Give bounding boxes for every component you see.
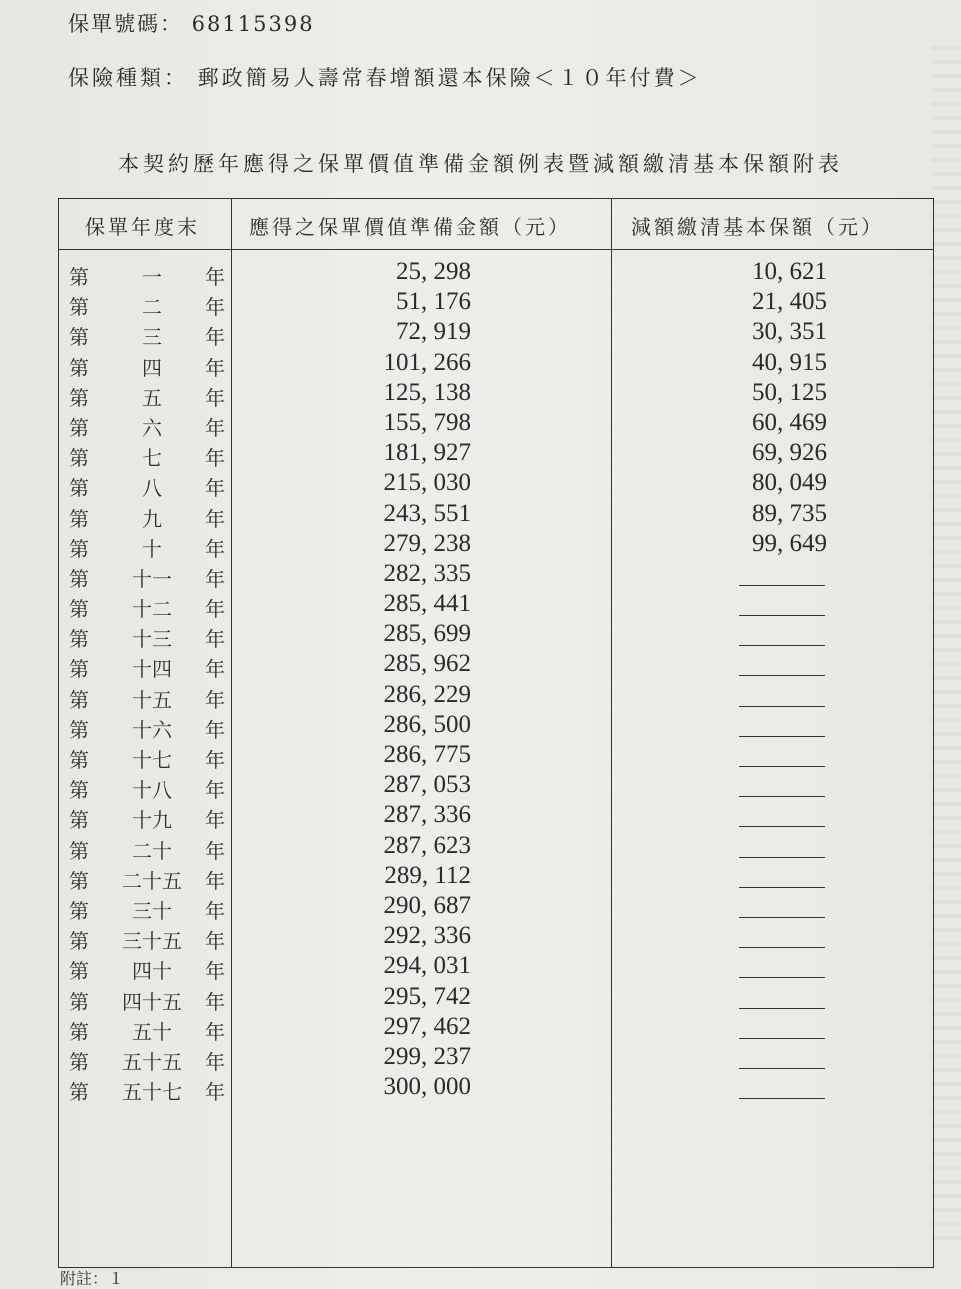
year-number: 十七 <box>132 748 172 772</box>
reduced-value: 50, 125 <box>752 378 827 406</box>
year-number: 三十五 <box>122 929 182 954</box>
year-ordinal: 第 <box>69 717 89 742</box>
reserve-value: 282, 335 <box>383 559 471 587</box>
table-row <box>59 680 933 714</box>
table-row <box>59 650 933 683</box>
reserve-value: 101, 266 <box>383 348 471 376</box>
year-ordinal: 第 <box>69 355 89 380</box>
blank-dash <box>739 857 825 858</box>
table-row <box>59 258 933 291</box>
year-ordinal: 第 <box>69 808 89 833</box>
year-number: 十一 <box>132 566 172 591</box>
year-ordinal: 第 <box>69 415 89 440</box>
year-unit: 年 <box>205 687 225 712</box>
year-number: 四十五 <box>122 989 182 1014</box>
year-number: 二十 <box>132 838 172 863</box>
year-ordinal: 第 <box>69 657 89 682</box>
year-unit: 年 <box>205 566 225 591</box>
reserve-value: 286, 229 <box>383 680 471 708</box>
table-row <box>59 922 933 955</box>
year-unit: 年 <box>205 778 225 803</box>
year-ordinal: 第 <box>69 1080 89 1105</box>
reserve-value: 51, 176 <box>396 288 471 316</box>
year-ordinal: 第 <box>69 536 89 561</box>
blank-dash <box>739 675 825 676</box>
blank-dash <box>739 585 825 586</box>
reduced-value: 99, 649 <box>752 529 827 557</box>
reduced-value: 21, 405 <box>752 288 827 316</box>
blank-dash <box>739 977 825 978</box>
year-number: 五十 <box>132 1019 172 1044</box>
year-unit: 年 <box>205 898 225 923</box>
year-ordinal: 第 <box>69 778 89 803</box>
blank-dash <box>739 1038 825 1039</box>
reserve-value: 289, 112 <box>384 861 471 889</box>
year-unit: 年 <box>205 929 225 954</box>
reserve-value: 285, 962 <box>383 650 471 678</box>
reserve-value: 287, 053 <box>383 771 471 799</box>
year-number: 九 <box>142 506 162 531</box>
header-reserve: 應得之保單價值準備金額（元） <box>249 215 571 239</box>
year-number: 十六 <box>132 717 172 742</box>
year-unit: 年 <box>205 657 225 682</box>
table-row <box>59 529 933 563</box>
year-number: 十三 <box>132 627 172 652</box>
reserve-value: 292, 336 <box>383 922 471 950</box>
year-unit: 年 <box>205 868 225 893</box>
reserve-value: 215, 030 <box>383 469 471 497</box>
year-unit: 年 <box>205 808 225 833</box>
year-unit: 年 <box>205 1019 225 1044</box>
year-ordinal: 第 <box>69 687 89 712</box>
year-number: 十二 <box>132 597 172 622</box>
year-unit: 年 <box>205 506 225 531</box>
year-unit: 年 <box>205 295 225 320</box>
blank-dash <box>739 1098 825 1099</box>
year-ordinal: 第 <box>69 325 89 350</box>
year-number: 十四 <box>132 657 172 682</box>
reduced-value: 80, 049 <box>752 469 827 497</box>
year-number: 四 <box>142 355 162 380</box>
table-row <box>59 1073 933 1106</box>
year-number: 八 <box>142 476 162 501</box>
year-number: 三 <box>142 325 162 350</box>
year-unit: 年 <box>205 717 225 742</box>
reserve-value: 300, 000 <box>383 1073 471 1101</box>
reduced-value: 60, 469 <box>752 408 827 436</box>
reserve-value: 125, 138 <box>383 378 471 406</box>
header-reduced: 減額繳清基本保額（元） <box>631 215 884 239</box>
year-number: 五十五 <box>122 1049 182 1074</box>
reserve-value: 279, 238 <box>383 529 471 557</box>
table-row <box>59 439 933 472</box>
blank-dash <box>739 917 825 918</box>
table-row <box>59 378 933 412</box>
reserve-value: 286, 500 <box>383 710 471 738</box>
table-row <box>59 831 933 865</box>
blank-dash <box>739 796 825 797</box>
table-row <box>59 1042 933 1076</box>
year-unit: 年 <box>205 325 225 350</box>
year-number: 二 <box>142 295 162 320</box>
reduced-value: 30, 351 <box>752 318 827 346</box>
header-divider <box>59 249 933 250</box>
year-unit: 年 <box>205 989 225 1014</box>
year-unit: 年 <box>205 536 225 561</box>
table-row <box>59 288 933 321</box>
blank-dash <box>739 766 825 767</box>
year-number: 十八 <box>132 778 172 803</box>
blank-dash <box>739 826 825 827</box>
year-unit: 年 <box>205 355 225 380</box>
reserve-value: 25, 298 <box>396 258 471 285</box>
year-number: 五 <box>142 385 162 410</box>
reserve-value: 285, 699 <box>383 620 471 648</box>
year-ordinal: 第 <box>69 446 89 471</box>
year-unit: 年 <box>205 415 225 440</box>
year-unit: 年 <box>205 265 225 289</box>
blank-dash <box>739 1068 825 1069</box>
year-unit: 年 <box>205 959 225 984</box>
year-number: 十 <box>142 536 162 561</box>
reserve-value: 294, 031 <box>383 952 471 980</box>
year-ordinal: 第 <box>69 627 89 652</box>
year-number: 十五 <box>132 687 172 712</box>
blank-dash <box>739 947 825 948</box>
blank-dash <box>739 706 825 707</box>
table-row <box>59 590 933 623</box>
year-number: 十九 <box>132 808 172 833</box>
year-number: 七 <box>142 446 162 471</box>
reserve-table <box>58 198 934 1268</box>
table-row <box>59 408 933 442</box>
footnote: 附註：１ <box>60 1269 125 1288</box>
table-row <box>59 891 933 925</box>
year-number: 六 <box>142 415 162 440</box>
year-unit: 年 <box>205 597 225 622</box>
year-ordinal: 第 <box>69 476 89 501</box>
policy-number: 保單號碼： 68115398 <box>68 12 315 36</box>
reduced-value: 89, 735 <box>752 499 827 527</box>
year-ordinal: 第 <box>69 838 89 863</box>
year-number: 四十 <box>132 959 172 984</box>
blank-dash <box>739 736 825 737</box>
year-ordinal: 第 <box>69 989 89 1014</box>
table-row <box>59 348 933 382</box>
table-row <box>59 469 933 502</box>
blank-dash <box>739 615 825 616</box>
reserve-value: 155, 798 <box>383 408 471 436</box>
reserve-value: 181, 927 <box>383 439 471 467</box>
year-ordinal: 第 <box>69 1049 89 1074</box>
reserve-value: 72, 919 <box>396 318 471 346</box>
year-ordinal: 第 <box>69 929 89 954</box>
year-ordinal: 第 <box>69 295 89 320</box>
table-row <box>59 952 933 985</box>
year-ordinal: 第 <box>69 898 89 923</box>
reserve-value: 287, 336 <box>383 801 471 829</box>
reduced-value: 10, 621 <box>752 258 827 285</box>
reserve-value: 286, 775 <box>383 741 471 768</box>
reserve-value: 243, 551 <box>383 499 471 527</box>
year-ordinal: 第 <box>69 868 89 893</box>
year-unit: 年 <box>205 627 225 652</box>
reserve-value: 297, 462 <box>383 1012 471 1040</box>
table-row <box>59 801 933 834</box>
reserve-value: 299, 237 <box>383 1042 471 1070</box>
year-unit: 年 <box>205 748 225 772</box>
year-number: 五十七 <box>122 1080 182 1105</box>
year-number: 三十 <box>132 898 172 923</box>
year-unit: 年 <box>205 476 225 501</box>
reduced-value: 69, 926 <box>752 439 827 467</box>
blank-dash <box>739 887 825 888</box>
table-row <box>59 710 933 744</box>
year-unit: 年 <box>205 446 225 471</box>
table-row <box>59 620 933 653</box>
table-row <box>59 559 933 593</box>
year-unit: 年 <box>205 838 225 863</box>
table-row <box>59 771 933 804</box>
reserve-value: 295, 742 <box>383 982 471 1010</box>
table-body <box>59 258 933 1106</box>
header-year: 保單年度末 <box>85 215 200 239</box>
table-row <box>59 982 933 1016</box>
blank-dash <box>739 1008 825 1009</box>
policy-type: 保險種類： 郵政簡易人壽常春增額還本保險＜１０年付費＞ <box>68 66 702 90</box>
table-row <box>59 861 933 895</box>
year-ordinal: 第 <box>69 1019 89 1044</box>
reserve-value: 287, 623 <box>383 831 471 859</box>
table-row <box>59 318 933 351</box>
year-unit: 年 <box>205 1049 225 1074</box>
year-unit: 年 <box>205 385 225 410</box>
background-print-through <box>931 40 961 1240</box>
year-ordinal: 第 <box>69 748 89 772</box>
year-ordinal: 第 <box>69 506 89 531</box>
year-number: 二十五 <box>122 868 182 893</box>
year-ordinal: 第 <box>69 566 89 591</box>
reserve-value: 285, 441 <box>383 590 471 618</box>
year-ordinal: 第 <box>69 265 89 289</box>
table-title: 本契約歷年應得之保單價值準備金額例表暨減額繳清基本保額附表 <box>118 152 843 176</box>
table-row <box>59 499 933 533</box>
table-row <box>59 1012 933 1046</box>
reserve-value: 290, 687 <box>383 891 471 919</box>
blank-dash <box>739 645 825 646</box>
reduced-value: 40, 915 <box>752 348 827 376</box>
table-row <box>59 741 933 774</box>
year-ordinal: 第 <box>69 959 89 984</box>
year-ordinal: 第 <box>69 385 89 410</box>
year-number: 一 <box>142 265 162 289</box>
year-unit: 年 <box>205 1080 225 1105</box>
year-ordinal: 第 <box>69 597 89 622</box>
